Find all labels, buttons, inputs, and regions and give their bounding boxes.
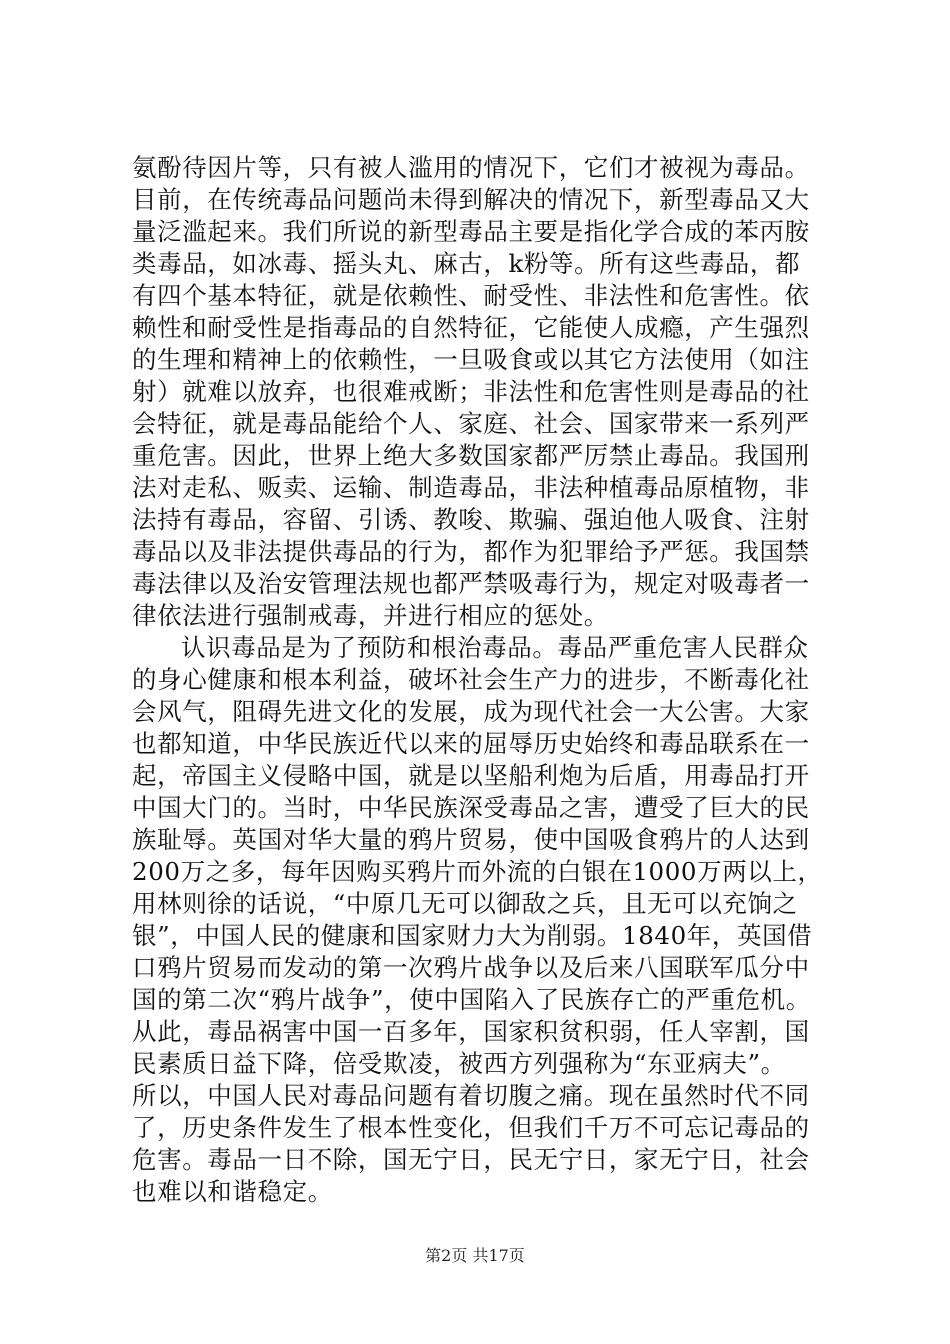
text-line: 有四个基本特征，就是依赖性、耐受性、非法性和危害性。依 xyxy=(132,281,810,310)
text-line: 毒法律以及治安管理法规也都严禁吸毒行为，规定对吸毒者一 xyxy=(132,569,810,598)
text-line: 重危害。因此，世界上绝大多数国家都严厉禁止毒品。我国刑 xyxy=(132,441,810,470)
text-line: 法持有毒品，容留、引诱、教唆、欺骗、强迫他人吸食、注射 xyxy=(132,505,810,534)
text-line: 毒品以及非法提供毒品的行为，都作为犯罪给予严惩。我国禁 xyxy=(132,537,810,566)
text-line: 也难以和谐稳定。 xyxy=(132,1177,333,1206)
text-line: 口鸦片贸易而发动的第一次鸦片战争以及后来八国联军瓜分中 xyxy=(132,953,810,982)
page-footer: 第2页 共17页 xyxy=(425,1246,525,1265)
text-line: 类毒品，如冰毒、摇头丸、麻古，k粉等。所有这些毒品，都 xyxy=(132,249,801,278)
text-line: 目前，在传统毒品问题尚未得到解决的情况下，新型毒品又大 xyxy=(132,185,810,214)
text-line: 也都知道，中华民族近代以来的屈辱历史始终和毒品联系在一 xyxy=(132,729,810,758)
text-line: 从此，毒品祸害中国一百多年，国家积贫积弱，任人宰割，国 xyxy=(132,1017,810,1046)
text-line: 氨酚待因片等，只有被人滥用的情况下，它们才被视为毒品。 xyxy=(132,153,810,182)
text-line: 银”，中国人民的健康和国家财力大为削弱。1840年，英国借 xyxy=(132,921,813,950)
text-line: 会风气，阻碍先进文化的发展，成为现代社会一大公害。大家 xyxy=(132,697,810,726)
paragraph xyxy=(132,632,832,1208)
paragraph xyxy=(132,152,832,632)
text-line: 法对走私、贩卖、运输、制造毒品，非法种植毒品原植物，非 xyxy=(132,473,810,502)
text-line: 的生理和精神上的依赖性，一旦吸食或以其它方法使用（如注 xyxy=(132,345,810,374)
text-line: 量泛滥起来。我们所说的新型毒品主要是指化学合成的苯丙胺 xyxy=(132,217,810,246)
text-line: 用林则徐的话说，“中原几无可以御敌之兵，且无可以充饷之 xyxy=(132,889,798,918)
text-line: 射）就难以放弃，也很难戒断；非法性和危害性则是毒品的社 xyxy=(132,377,810,406)
text-line: 律依法进行强制戒毒，并进行相应的惩处。 xyxy=(132,601,609,630)
text-line: 的身心健康和根本利益，破坏社会生产力的进步，不断毒化社 xyxy=(132,665,810,694)
text-line: 民素质日益下降，倍受欺凌，被西方列强称为“东亚病夫”。 xyxy=(132,1049,786,1078)
text-line: 会特征，就是毒品能给个人、家庭、社会、国家带来一系列严 xyxy=(132,409,810,438)
text-line: 国的第二次“鸦片战争”，使中国陷入了民族存亡的严重危机。 xyxy=(132,985,811,1014)
text-line: 中国大门的。当时，中华民族深受毒品之害，遭受了巨大的民 xyxy=(132,793,810,822)
text-line: 所以，中国人民对毒品问题有着切腹之痛。现在虽然时代不同 xyxy=(132,1081,810,1110)
document-body xyxy=(132,152,832,1208)
text-line: 赖性和耐受性是指毒品的自然特征，它能使人成瘾，产生强烈 xyxy=(132,313,810,342)
text-line: 了，历史条件发生了根本性变化，但我们千万不可忘记毒品的 xyxy=(132,1113,810,1142)
text-line: 认识毒品是为了预防和根治毒品。毒品严重危害人民群众 xyxy=(181,633,809,662)
text-line: 200万之多，每年因购买鸦片而外流的白银在1000万两以上， xyxy=(132,857,823,886)
text-line: 族耻辱。英国对华大量的鸦片贸易，使中国吸食鸦片的人达到 xyxy=(132,825,810,854)
text-line: 起，帝国主义侵略中国，就是以坚船利炮为后盾，用毒品打开 xyxy=(132,761,810,790)
text-line: 危害。毒品一日不除，国无宁日，民无宁日，家无宁日，社会 xyxy=(132,1145,810,1174)
